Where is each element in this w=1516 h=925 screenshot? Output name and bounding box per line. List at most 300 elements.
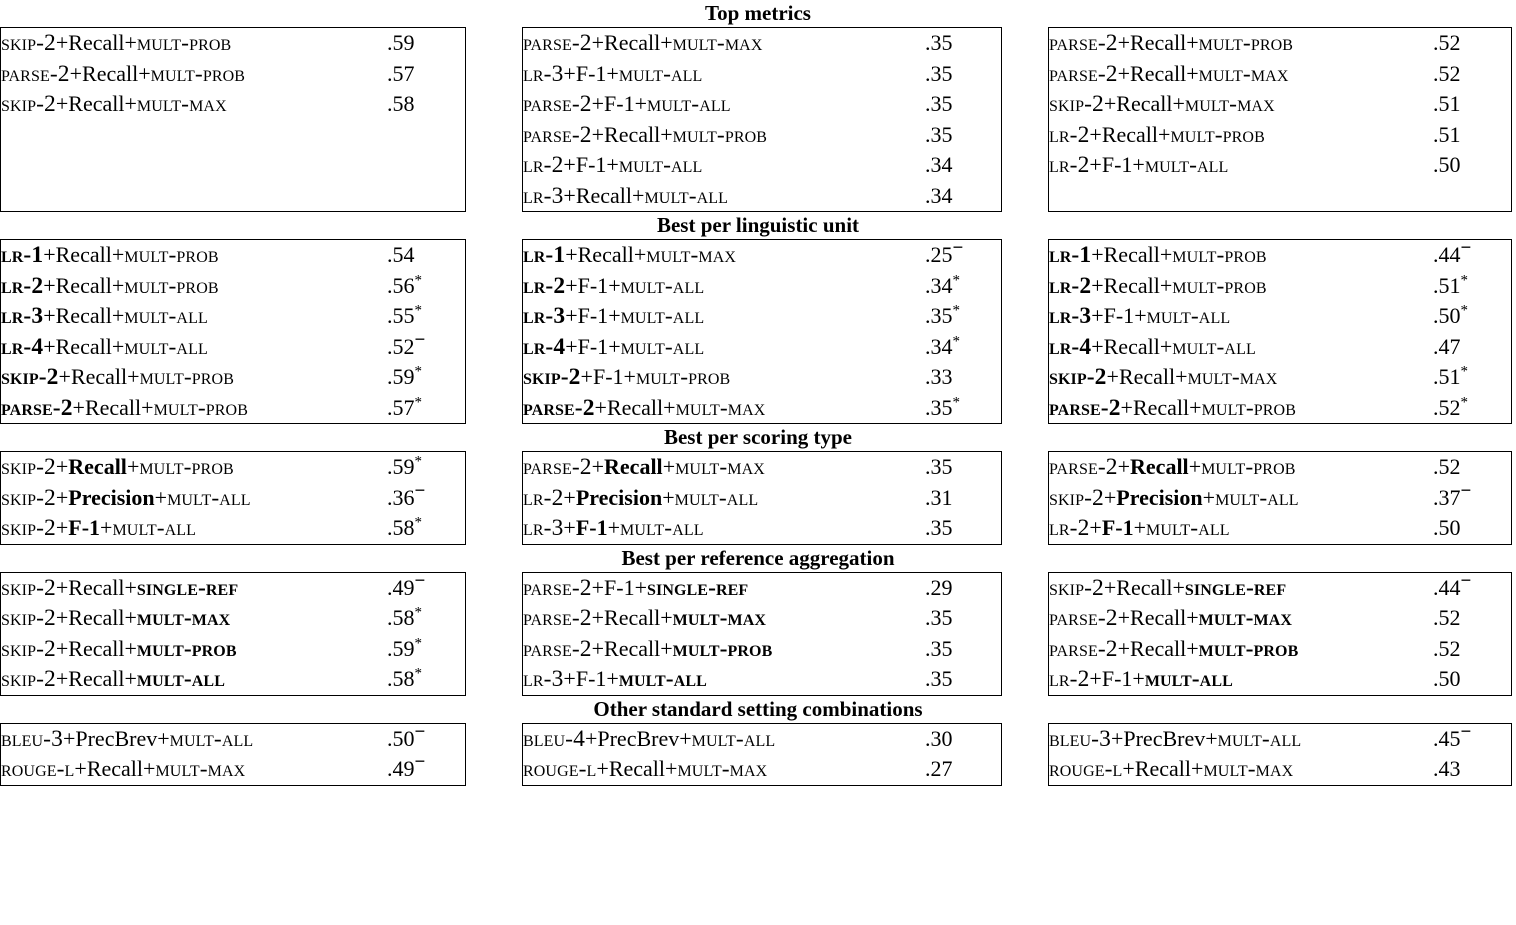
reference-aggregation: mult-max <box>155 756 246 782</box>
metric-unit: rouge-l <box>523 756 597 782</box>
table-row <box>1 362 387 393</box>
table-row <box>1049 150 1433 181</box>
section-title: Best per scoring type <box>663 425 852 449</box>
plus-separator: + <box>606 666 619 691</box>
plus-separator: + <box>1091 303 1104 328</box>
metric-unit: lr-1 <box>1 242 44 268</box>
plus-separator: + <box>124 574 137 600</box>
reference-aggregation: mult-all <box>136 666 225 692</box>
metric-value <box>387 480 465 514</box>
metric-score-column <box>925 28 1002 212</box>
plus-separator: + <box>55 484 69 510</box>
metric-unit: parse-2 <box>1049 394 1121 421</box>
plus-separator: + <box>55 574 69 600</box>
metric-value-number: .57 <box>387 394 415 420</box>
reference-aggregation: mult-max <box>675 394 766 421</box>
metric-unit: skip-2 <box>1049 484 1104 511</box>
reference-aggregation: mult-all <box>112 515 197 541</box>
plus-separator: + <box>1159 242 1173 267</box>
metric-value <box>1433 89 1511 120</box>
metric-value-number: .52 <box>1433 394 1461 420</box>
section-other-standard-setting-combinations <box>0 696 1516 786</box>
plus-separator: + <box>563 152 576 177</box>
significance-marker: * <box>414 272 422 289</box>
scoring-type: Recall <box>1134 756 1192 781</box>
section-columns <box>0 451 1516 545</box>
table-row-empty <box>1049 181 1433 212</box>
metric-value-empty <box>387 150 465 181</box>
metric-value <box>925 271 1001 302</box>
metric-value-number: .45 <box>1433 725 1461 751</box>
scoring-type: F-1 <box>575 666 607 691</box>
metrics-table <box>0 27 466 212</box>
scoring-type: F-1 <box>577 333 609 359</box>
scoring-type: Recall <box>1130 635 1187 661</box>
metric-unit: skip-2 <box>1049 364 1107 390</box>
plus-separator: + <box>58 364 71 389</box>
plus-separator: + <box>632 182 645 208</box>
table-row <box>1049 483 1433 514</box>
plus-separator: + <box>1117 454 1131 479</box>
metric-score-column <box>387 240 466 424</box>
metric-value-number: .34 <box>925 333 953 359</box>
significance-marker: * <box>414 302 422 319</box>
table-row <box>523 28 925 59</box>
metrics-table <box>1048 27 1512 212</box>
significance-marker: * <box>1460 394 1468 411</box>
metric-value <box>1433 237 1511 271</box>
reference-aggregation: mult-prob <box>672 635 773 662</box>
reference-aggregation: mult-prob <box>136 30 232 56</box>
reference-aggregation: mult-max <box>1184 91 1275 117</box>
scoring-type: Recall <box>604 30 661 55</box>
table-row <box>1 754 387 785</box>
plus-separator: + <box>1120 394 1133 420</box>
significance-marker: * <box>952 333 960 350</box>
significance-marker: − <box>1460 480 1472 502</box>
metric-value <box>387 664 465 695</box>
column-1-wrap <box>0 27 466 212</box>
table-row <box>1049 301 1433 332</box>
reference-aggregation: mult-all <box>1144 152 1229 178</box>
column-1-wrap <box>0 572 466 696</box>
plus-separator: + <box>154 484 168 510</box>
metric-value <box>387 89 465 120</box>
metric-value <box>1433 570 1511 604</box>
plus-separator: + <box>662 454 676 479</box>
scoring-type: Recall <box>55 272 112 298</box>
reference-aggregation: mult-prob <box>1198 30 1294 56</box>
metric-value-number: .35 <box>925 454 953 479</box>
scoring-type: Recall <box>604 635 661 661</box>
metric-unit: lr-2 <box>523 484 564 511</box>
table-row <box>1 240 387 271</box>
plus-separator: + <box>563 60 576 86</box>
table-row <box>1049 332 1433 363</box>
metric-value <box>925 483 1001 514</box>
metric-unit: skip-2 <box>1 484 56 511</box>
plus-separator: + <box>608 303 621 328</box>
plus-separator: + <box>55 666 69 691</box>
metric-unit: lr-3 <box>523 515 564 541</box>
metric-value <box>925 452 1001 483</box>
metric-value <box>387 603 465 634</box>
metric-value <box>1433 754 1511 785</box>
section-best-per-reference-aggregation <box>0 545 1516 696</box>
metric-name-column <box>1 723 388 785</box>
metrics-table <box>1048 723 1512 786</box>
reference-aggregation: mult-prob <box>150 60 246 87</box>
metric-unit: parse-2 <box>1049 454 1118 480</box>
plus-separator: + <box>606 60 619 86</box>
metric-unit: lr-2 <box>1049 152 1090 178</box>
metric-value <box>925 664 1001 695</box>
metric-score-column <box>1433 28 1512 212</box>
metric-unit: skip-2 <box>1049 91 1104 117</box>
table-row <box>1049 393 1433 424</box>
plus-separator: + <box>1186 605 1199 630</box>
metric-score-column <box>925 723 1002 785</box>
plus-separator: + <box>606 152 619 177</box>
metric-name-column <box>523 572 926 695</box>
metric-value <box>925 89 1001 120</box>
metric-unit: parse-2 <box>523 91 592 117</box>
plus-separator: + <box>634 574 648 600</box>
plus-separator: + <box>124 635 137 661</box>
table-row <box>1 634 387 665</box>
metric-value <box>925 150 1001 181</box>
metric-value <box>1433 634 1511 665</box>
metric-value <box>1433 150 1511 181</box>
metric-unit: bleu-3 <box>1 725 63 752</box>
metric-unit: parse-2 <box>1049 605 1118 631</box>
metric-value-number: .34 <box>925 152 953 177</box>
reference-aggregation: mult-all <box>618 60 703 87</box>
metric-unit: skip-2 <box>1 605 56 631</box>
plus-separator: + <box>43 272 56 298</box>
table-row <box>1 603 387 634</box>
plus-separator: + <box>1089 515 1102 540</box>
table-row <box>1 301 387 332</box>
plus-separator: + <box>111 272 125 298</box>
metric-value <box>925 724 1001 755</box>
table-row <box>1049 271 1433 302</box>
metric-value <box>925 362 1001 393</box>
metric-score-column <box>387 572 466 695</box>
metric-value <box>925 634 1001 665</box>
significance-marker: − <box>1460 237 1472 259</box>
reference-aggregation: mult-all <box>691 725 776 752</box>
scoring-type: F-1 <box>1101 666 1133 691</box>
metric-name-column <box>523 452 926 545</box>
metric-unit: parse-2 <box>523 605 592 631</box>
reference-aggregation: mult-all <box>1146 303 1231 329</box>
metric-value-empty <box>1433 181 1511 212</box>
metric-value-empty <box>387 120 465 151</box>
table-row <box>523 271 925 302</box>
metric-unit: skip-2 <box>523 364 581 390</box>
metric-value <box>925 237 1001 271</box>
significance-marker: − <box>952 237 964 259</box>
table-row <box>1 393 387 424</box>
table-row <box>1049 754 1433 785</box>
plus-separator: + <box>1172 91 1185 116</box>
scoring-type: Recall <box>68 30 125 55</box>
table-row-empty <box>1 120 387 151</box>
table-row <box>523 513 925 544</box>
plus-separator: + <box>591 121 605 147</box>
significance-marker: * <box>414 453 422 470</box>
plus-separator: + <box>660 605 673 630</box>
metric-unit: skip-2 <box>1 515 56 541</box>
plus-separator: + <box>1186 635 1199 661</box>
metrics-table <box>0 723 466 786</box>
plus-separator: + <box>591 91 605 116</box>
plus-separator: + <box>55 635 69 661</box>
reference-aggregation: single-ref <box>1184 574 1287 601</box>
plus-separator: + <box>1159 272 1173 298</box>
scoring-type: F-1 <box>577 272 609 298</box>
metric-value <box>925 59 1001 90</box>
plus-separator: + <box>565 303 578 328</box>
metric-value <box>387 240 465 271</box>
reference-aggregation: mult-max <box>136 91 227 117</box>
reference-aggregation: mult-all <box>169 725 254 752</box>
plus-separator: + <box>584 725 598 751</box>
significance-marker: − <box>1460 570 1472 592</box>
plus-separator: + <box>55 454 69 479</box>
plus-separator: + <box>138 60 151 86</box>
table-row <box>523 573 925 604</box>
metric-value-number: .51 <box>1433 121 1461 147</box>
plus-separator: + <box>623 364 636 389</box>
metric-value-number: .49 <box>387 574 415 600</box>
table-row <box>1049 573 1433 604</box>
metric-value-number: .34 <box>925 272 953 298</box>
table-row <box>523 59 925 90</box>
metric-unit: skip-2 <box>1 91 56 117</box>
table-row <box>523 393 925 424</box>
metric-value-number: .35 <box>925 303 953 328</box>
scoring-type: F-1 <box>1101 515 1134 540</box>
scoring-type: Recall <box>575 182 633 208</box>
metric-value-number: .57 <box>387 60 415 86</box>
significance-marker: * <box>414 363 422 380</box>
metric-value <box>387 393 465 424</box>
metric-unit: parse-2 <box>523 30 592 56</box>
metric-unit: skip-2 <box>1 454 56 480</box>
metric-unit: lr-4 <box>1 333 44 360</box>
reference-aggregation: mult-all <box>647 91 731 117</box>
plus-separator: + <box>69 60 83 86</box>
metric-name-column <box>1 452 388 545</box>
metric-name-column <box>1 572 388 695</box>
metric-value-number: .56 <box>387 272 415 298</box>
metrics-table <box>522 239 1002 424</box>
table-row <box>1049 664 1433 695</box>
scoring-type: Recall <box>70 364 128 389</box>
reference-aggregation: mult-max <box>1187 364 1278 390</box>
metric-unit: rouge-l <box>1049 756 1123 782</box>
metric-unit: parse-2 <box>523 121 592 148</box>
table-row <box>1049 89 1433 120</box>
plus-separator: + <box>660 30 673 55</box>
plus-separator: + <box>1186 60 1199 86</box>
section-columns <box>0 723 1516 786</box>
reference-aggregation: mult-prob <box>139 364 234 390</box>
significance-marker: − <box>1460 721 1472 743</box>
scoring-type: Recall <box>604 454 663 479</box>
metric-unit: parse-2 <box>523 574 592 601</box>
plus-separator: + <box>679 725 692 751</box>
significance-marker: * <box>414 394 422 411</box>
reference-aggregation: mult-prob <box>153 394 248 421</box>
reference-aggregation: mult-prob <box>1172 242 1267 268</box>
table-row <box>1049 59 1433 90</box>
reference-aggregation: mult-all <box>674 484 759 511</box>
metric-score-column <box>387 723 466 785</box>
scoring-type: Recall <box>84 394 142 420</box>
significance-marker: − <box>414 329 426 351</box>
significance-marker: − <box>414 721 426 743</box>
scoring-type: Recall <box>1130 30 1187 55</box>
plus-separator: + <box>634 91 648 116</box>
plus-separator: + <box>563 484 576 510</box>
metric-unit: skip-2 <box>1 30 56 56</box>
metric-value <box>925 513 1001 544</box>
column-2-wrap <box>522 572 1002 696</box>
scoring-type: Recall <box>68 605 125 630</box>
plus-separator: + <box>55 605 69 630</box>
reference-aggregation: single-ref <box>136 574 239 601</box>
metric-value <box>1433 362 1511 393</box>
section-best-per-linguistic-unit <box>0 212 1516 424</box>
metric-value-number: .35 <box>925 30 953 55</box>
reference-aggregation: mult-prob <box>1172 272 1267 299</box>
metric-value-number: .58 <box>387 605 415 630</box>
metric-value <box>387 271 465 302</box>
scoring-type: Recall <box>68 91 125 116</box>
metric-value-number: .52 <box>1433 605 1461 630</box>
metric-unit: parse-2 <box>523 635 592 662</box>
metric-value-number: .29 <box>925 574 953 600</box>
scoring-type: Recall <box>1130 60 1187 86</box>
column-1-wrap <box>0 723 466 786</box>
table-row <box>523 89 925 120</box>
metric-value <box>1433 332 1511 363</box>
scoring-type: Recall <box>604 605 661 630</box>
reference-aggregation: mult-prob <box>635 364 731 390</box>
column-1-wrap <box>0 451 466 545</box>
metric-value-empty <box>387 181 465 212</box>
table-row <box>1 724 387 755</box>
plus-separator: + <box>665 756 678 781</box>
metric-value-number: .25 <box>925 242 953 267</box>
plus-separator: + <box>124 30 137 55</box>
reference-aggregation: mult-all <box>1215 484 1299 511</box>
scoring-type: Recall <box>1130 605 1187 630</box>
metric-value <box>387 329 465 363</box>
metric-value-number: .47 <box>1433 333 1461 359</box>
metric-name-column <box>523 240 926 424</box>
metric-value <box>925 301 1001 332</box>
significance-marker: * <box>1460 302 1468 319</box>
plus-separator: + <box>124 605 137 630</box>
metric-name-column <box>1049 28 1434 212</box>
plus-separator: + <box>1159 333 1173 359</box>
metric-value-number: .50 <box>1433 152 1461 177</box>
metric-unit: lr-1 <box>1049 242 1092 268</box>
significance-marker: * <box>1460 363 1468 380</box>
reference-aggregation: mult-max <box>677 756 768 782</box>
plus-separator: + <box>662 484 675 510</box>
metrics-table <box>522 723 1002 786</box>
plus-separator: + <box>563 515 576 540</box>
metric-value-number: .51 <box>1433 364 1461 389</box>
plus-separator: + <box>1189 394 1202 420</box>
plus-separator: + <box>43 333 56 359</box>
metric-value <box>1433 721 1511 755</box>
reference-aggregation: mult-all <box>167 484 251 511</box>
plus-separator: + <box>591 454 605 479</box>
metric-value-number: .49 <box>387 756 415 781</box>
reference-aggregation: mult-prob <box>1201 454 1296 480</box>
metrics-table <box>1048 451 1512 545</box>
metric-value-number: .34 <box>925 182 953 208</box>
significance-marker: * <box>952 394 960 411</box>
scoring-type: F-1 <box>68 515 101 540</box>
table-row <box>1 452 387 483</box>
plus-separator: + <box>1132 666 1145 691</box>
metric-value <box>925 28 1001 59</box>
metric-unit: skip-2 <box>1 364 59 390</box>
metric-value-number: .35 <box>925 60 953 86</box>
metric-score-column <box>925 237 1002 424</box>
plus-separator: + <box>591 30 605 55</box>
metric-unit: lr-2 <box>1049 666 1090 692</box>
metric-value-number: .36 <box>387 484 415 510</box>
plus-separator: + <box>608 272 621 298</box>
metric-score-column <box>387 28 466 212</box>
reference-aggregation: mult-all <box>618 152 703 178</box>
metric-unit: lr-3 <box>1 303 44 329</box>
metric-name-column <box>1049 240 1434 424</box>
scoring-type: F-1 <box>1103 303 1135 328</box>
plus-separator: + <box>1103 91 1117 116</box>
plus-separator: + <box>1205 725 1218 751</box>
metric-value-number: .35 <box>925 394 953 420</box>
column-2-wrap <box>522 451 1002 545</box>
reference-aggregation: mult-prob <box>1170 121 1265 148</box>
metric-unit: lr-3 <box>523 303 566 329</box>
table-row <box>523 240 925 271</box>
plus-separator: + <box>127 364 140 389</box>
metric-value <box>1433 120 1511 151</box>
metric-value-number: .58 <box>387 91 415 116</box>
scoring-type: F-1 <box>575 515 608 540</box>
column-3-wrap <box>1048 239 1512 424</box>
metric-value-number: .51 <box>1433 91 1461 116</box>
plus-separator: + <box>1103 484 1117 510</box>
table-row <box>1 89 387 120</box>
significance-marker: * <box>414 604 422 621</box>
metric-name-column <box>523 28 926 212</box>
plus-separator: + <box>1117 30 1131 55</box>
metric-value-number: .59 <box>387 30 415 55</box>
scoring-type: Recall <box>1103 272 1160 298</box>
column-3-wrap <box>1048 572 1512 696</box>
plus-separator: + <box>608 333 621 359</box>
